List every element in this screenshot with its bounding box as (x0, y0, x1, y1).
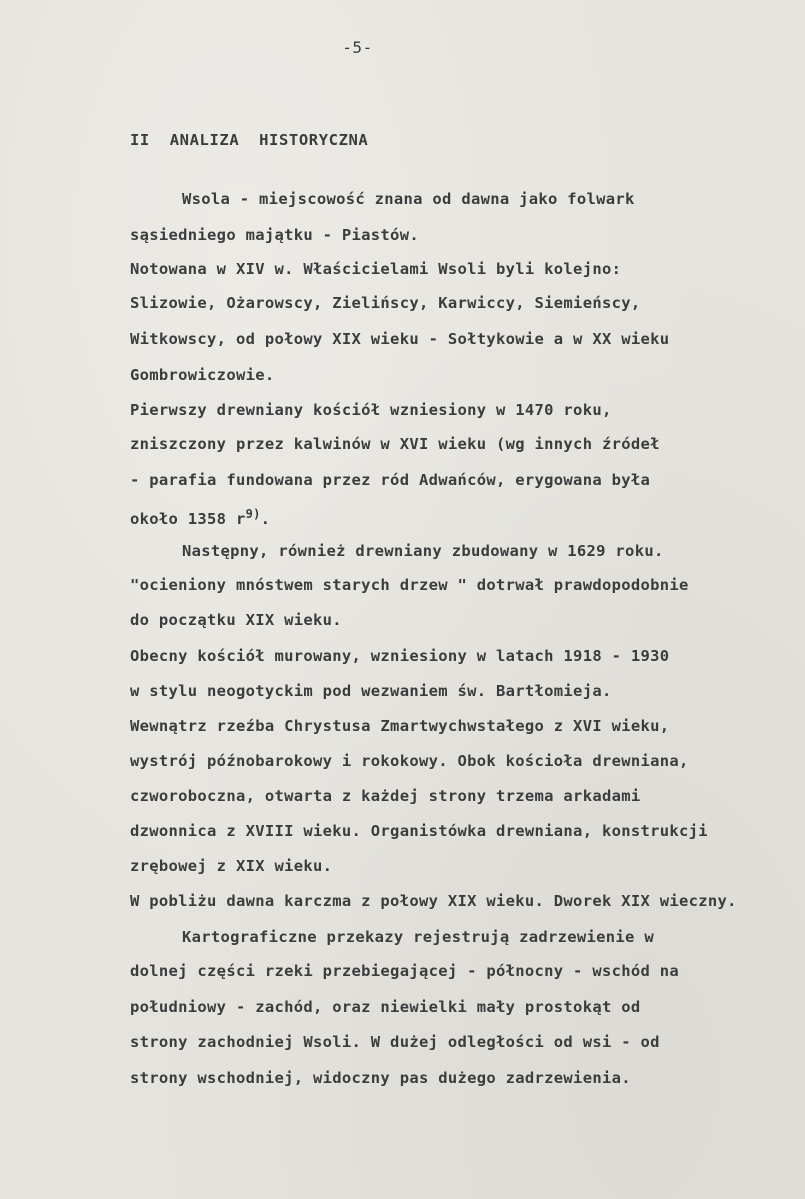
paragraph-line: Wewnątrz rzeźba Chrystusa Zmartwychwstałego z XVI wieku, (130, 717, 670, 735)
paragraph-line: sąsiedniego majątku - Piastów. (130, 226, 419, 244)
paragraph-line: Slizowie, Ożarowscy, Zielińscy, Karwiccy, Siemieńscy, (130, 294, 641, 312)
paragraph-line: Wsola - miejscowość znana od dawna jako folwark (182, 190, 635, 208)
paragraph-line: południowy - zachód, oraz niewielki mały prostokąt od (130, 998, 641, 1016)
paragraph-line-with-footnote (130, 508, 270, 528)
paragraph-line: Witkowscy, od połowy XIX wieku - Sołtykowie a w XX wieku (130, 330, 670, 348)
page-number: -5- (342, 38, 373, 57)
paragraph-line: Następny, również drewniany zbudowany w 1629 roku. (182, 542, 664, 560)
paragraph-line: - parafia fundowana przez ród Adwańców, erygowana była (130, 471, 651, 489)
paragraph-line: strony wschodniej, widoczny pas dużego zadrzewienia. (130, 1069, 631, 1087)
paragraph-line: Kartograficzne przekazy rejestrują zadrzewienie w (182, 928, 654, 946)
paragraph-line: "ocieniony mnóstwem starych drzew " dotrwał prawdopodobnie (130, 576, 689, 594)
paragraph-line: Obecny kościół murowany, wzniesiony w latach 1918 - 1930 (130, 647, 670, 665)
paragraph-text: około 1358 r (130, 510, 246, 529)
paragraph-line: zniszczony przez kalwinów w XVI wieku (wg innych źródeł (130, 435, 660, 453)
paragraph-line: Gombrowiczowie. (130, 366, 275, 384)
paragraph-line: wystrój późnobarokowy i rokokowy. Obok kościoła drewniana, (130, 752, 689, 770)
paragraph-line: w stylu neogotyckim pod wezwaniem św. Bartłomieja. (130, 682, 612, 700)
paragraph-line: Pierwszy drewniany kościół wzniesiony w 1470 roku, (130, 401, 612, 419)
paragraph-line: czworoboczna, otwarta z każdej strony trzema arkadami (130, 787, 641, 805)
paragraph-line: dzwonnica z XVIII wieku. Organistówka drewniana, konstrukcji (130, 822, 708, 840)
section-title: II ANALIZA HISTORYCZNA (130, 131, 369, 149)
paragraph-line: W pobliżu dawna karczma z połowy XIX wieku. Dworek XIX wieczny. (130, 892, 737, 910)
footnote-reference: 9) (245, 507, 261, 521)
paragraph-line: Notowana w XIV w. Właścicielami Wsoli byli kolejno: (130, 260, 622, 278)
paragraph-line: zrębowej z XIX wieku. (130, 857, 333, 875)
sentence-end: . (260, 510, 271, 529)
paragraph-line: dolnej części rzeki przebiegającej - północny - wschód na (130, 962, 680, 980)
paragraph-line: strony zachodniej Wsoli. W dużej odległości od wsi - od (130, 1033, 660, 1051)
paragraph-line: do początku XIX wieku. (130, 611, 342, 629)
